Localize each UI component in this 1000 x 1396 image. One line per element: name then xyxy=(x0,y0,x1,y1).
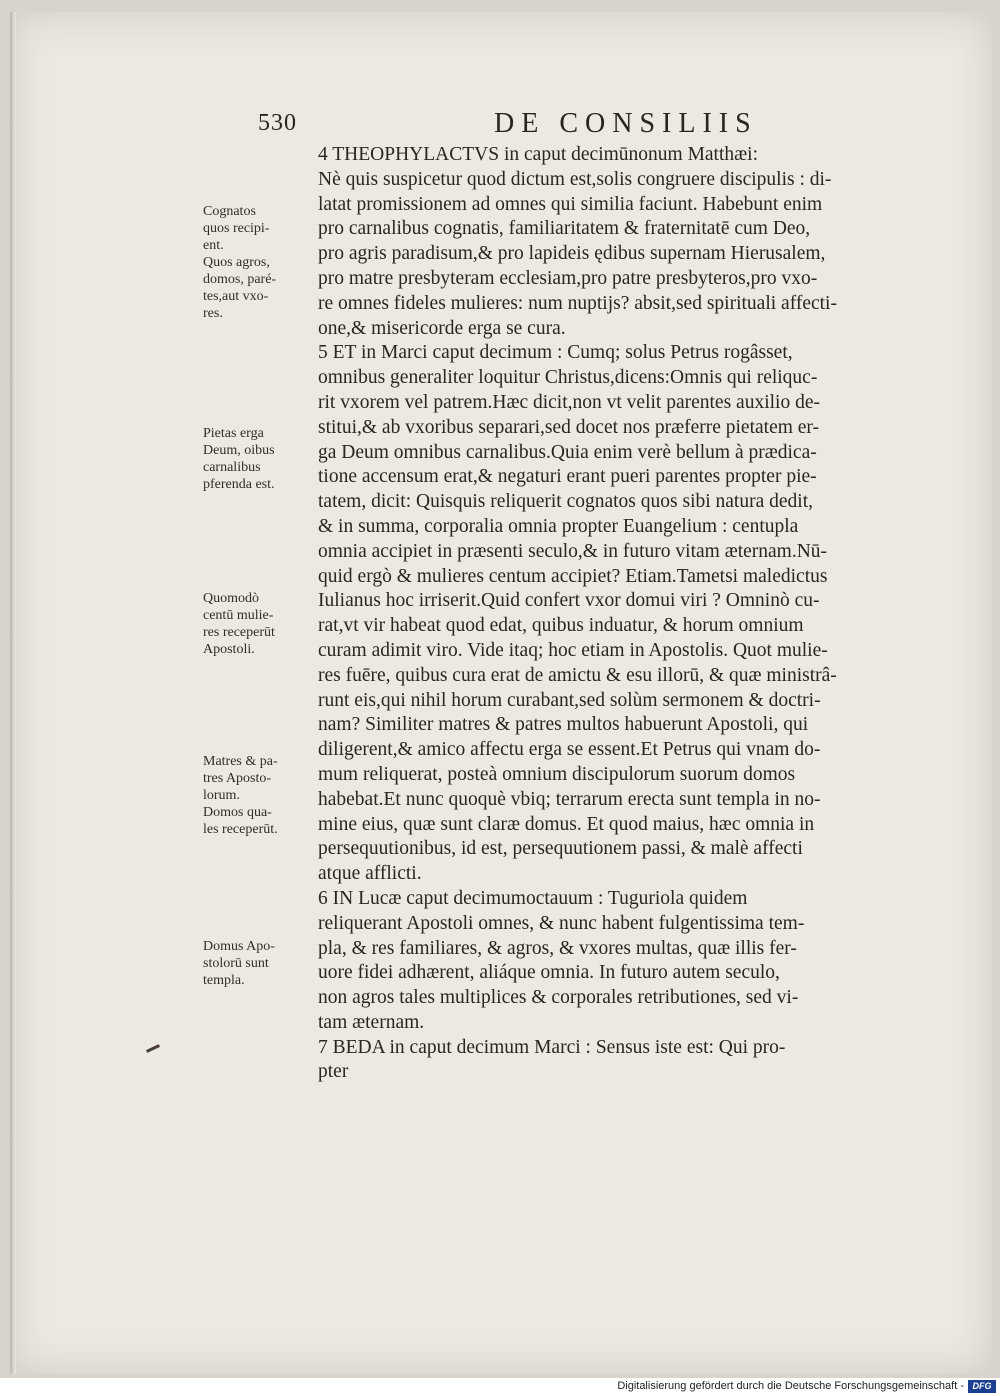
marginal-note-pietas: Pietas erga Deum, oibus carnalibus pferenda est. xyxy=(203,426,275,492)
marginal-note-mulieres: Quomodò centū mulie- res receperūt Apostoli. xyxy=(203,591,275,657)
marginal-note-matres: Matres & pa- tres Aposto- lorum. Domos qua- les receperūt. xyxy=(203,754,278,837)
text-line: tam æternam. xyxy=(318,1011,425,1033)
text-line: pro agris paradisum,& pro lapideis ędibus supernam Hierusalem, xyxy=(318,243,826,265)
text-line: non agros tales multiplices & corporales retributiones, sed vi- xyxy=(318,987,799,1009)
text-line: pla, & res familiares, & agros, & vxores multas, quæ illis fer- xyxy=(318,937,797,959)
main-text-block xyxy=(318,143,990,1085)
running-head xyxy=(258,106,818,146)
dfg-logo: DFG xyxy=(968,1380,996,1393)
text-line: omnia accipiet in præsenti seculo,& in futuro vitam æternam.Nū- xyxy=(318,540,828,562)
text-line: & in summa, corporalia omnia propter Euangelium : centupla xyxy=(318,515,799,537)
text-line: omnibus generaliter loquitur Christus,dicens:Omnis qui reliquc- xyxy=(318,367,818,389)
text-line: ga Deum omnibus carnalibus.Quia enim verè bellum à prædica- xyxy=(318,441,817,463)
text-line: re omnes fideles mulieres: num nuptijs? absit,sed spirituali affecti- xyxy=(318,292,837,314)
text-line: pter xyxy=(318,1061,349,1083)
footer-bar xyxy=(0,1378,1000,1396)
text-line: Iulianus hoc irriserit.Quid confert vxor domui viri ? Omninò cu- xyxy=(318,590,820,612)
text-line: atque afflicti. xyxy=(318,863,422,885)
text-line: tatem, dicit: Quisquis reliquerit cognatos quos sibi natura dedit, xyxy=(318,491,813,513)
funding-credit: Digitalisierung gefördert durch die Deutsche Forschungsgemeinschaft - xyxy=(617,1380,964,1392)
marginal-note-cognatos: Cognatos quos recipi- ent. Quos agros, domos, paré- tes,aut vxo- res. xyxy=(203,204,277,321)
marginal-note-domus: Domus Apo- stolorū sunt templa. xyxy=(203,939,275,988)
text-line: one,& misericorde erga se cura. xyxy=(318,317,566,339)
page-number: 530 xyxy=(258,110,297,136)
text-line: pro matre presbyteram ecclesiam,pro patre presbyteros,pro vxo- xyxy=(318,267,818,289)
text-line: runt eis,qui nihil horum curabant,sed solùm sermonem & doctri- xyxy=(318,689,821,711)
running-title: DE CONSILIIS xyxy=(494,108,758,139)
text-line: nam? Similiter matres & patres multos habuerunt Apostoli, qui xyxy=(318,714,809,736)
text-line: 7 BEDA in caput decimum Marci : Sensus iste est: Qui pro- xyxy=(318,1036,786,1058)
text-line: mum reliquerat, posteà omnium discipulorum suorum domos xyxy=(318,763,796,785)
text-line: pro carnalibus cognatis, familiaritatem & fraternitatē cum Deo, xyxy=(318,218,811,240)
text-line: 6 IN Lucæ caput decimumoctauum : Tuguriola quidem xyxy=(318,887,748,909)
text-line: diligerent,& amico affectu erga se essent.Et Petrus qui vnam do- xyxy=(318,739,821,761)
text-line: quid ergò & mulieres centum accipiet? Etiam.Tametsi maledictus xyxy=(318,565,828,587)
text-line: rit vxorem vel patrem.Hæc dicit,non vt velit parentes auxilio de- xyxy=(318,391,820,413)
text-line: stitui,& ab vxoribus separari,sed docet nos præferre pietatem er- xyxy=(318,416,820,438)
text-line: tione accensum erat,& negaturi erant pueri parentes propter pie- xyxy=(318,466,817,488)
text-line: 4 THEOPHYLACTVS in caput decimūnonum Matthæi: xyxy=(318,144,758,165)
text-line: persequutionibus, id est, persequutionem passi, & malè affecti xyxy=(318,838,803,860)
text-line: Nè quis suspicetur quod dictum est,solis congruere discipulis : di- xyxy=(318,168,832,190)
text-line: reliquerant Apostoli omnes, & nunc habent fulgentissima tem- xyxy=(318,912,805,934)
text-line: res fuēre, quibus cura erat de amictu & esu illorū, & quæ ministrâ- xyxy=(318,664,837,686)
text-line: 5 ET in Marci caput decimum : Cumq; solus Petrus rogâsset, xyxy=(318,342,793,364)
text-line: habebat.Et nunc quoquè vbiq; terrarum erecta sunt templa in no- xyxy=(318,788,821,810)
text-line: mine eius, quæ sunt claræ domus. Et quod maius, hæc omnia in xyxy=(318,813,815,835)
text-line: rat,vt vir habeat quod edat, quibus induatur, & horum omnium xyxy=(318,615,804,637)
text-line: uore fidei adhærent, aliáque omnia. In futuro autem seculo, xyxy=(318,962,780,984)
text-line: latat promissionem ad omnes qui similia faciunt. Habebunt enim xyxy=(318,193,823,215)
text-line: curam adimit viro. Vide itaq; hoc etiam in Apostolis. Quot mulie- xyxy=(318,639,828,661)
